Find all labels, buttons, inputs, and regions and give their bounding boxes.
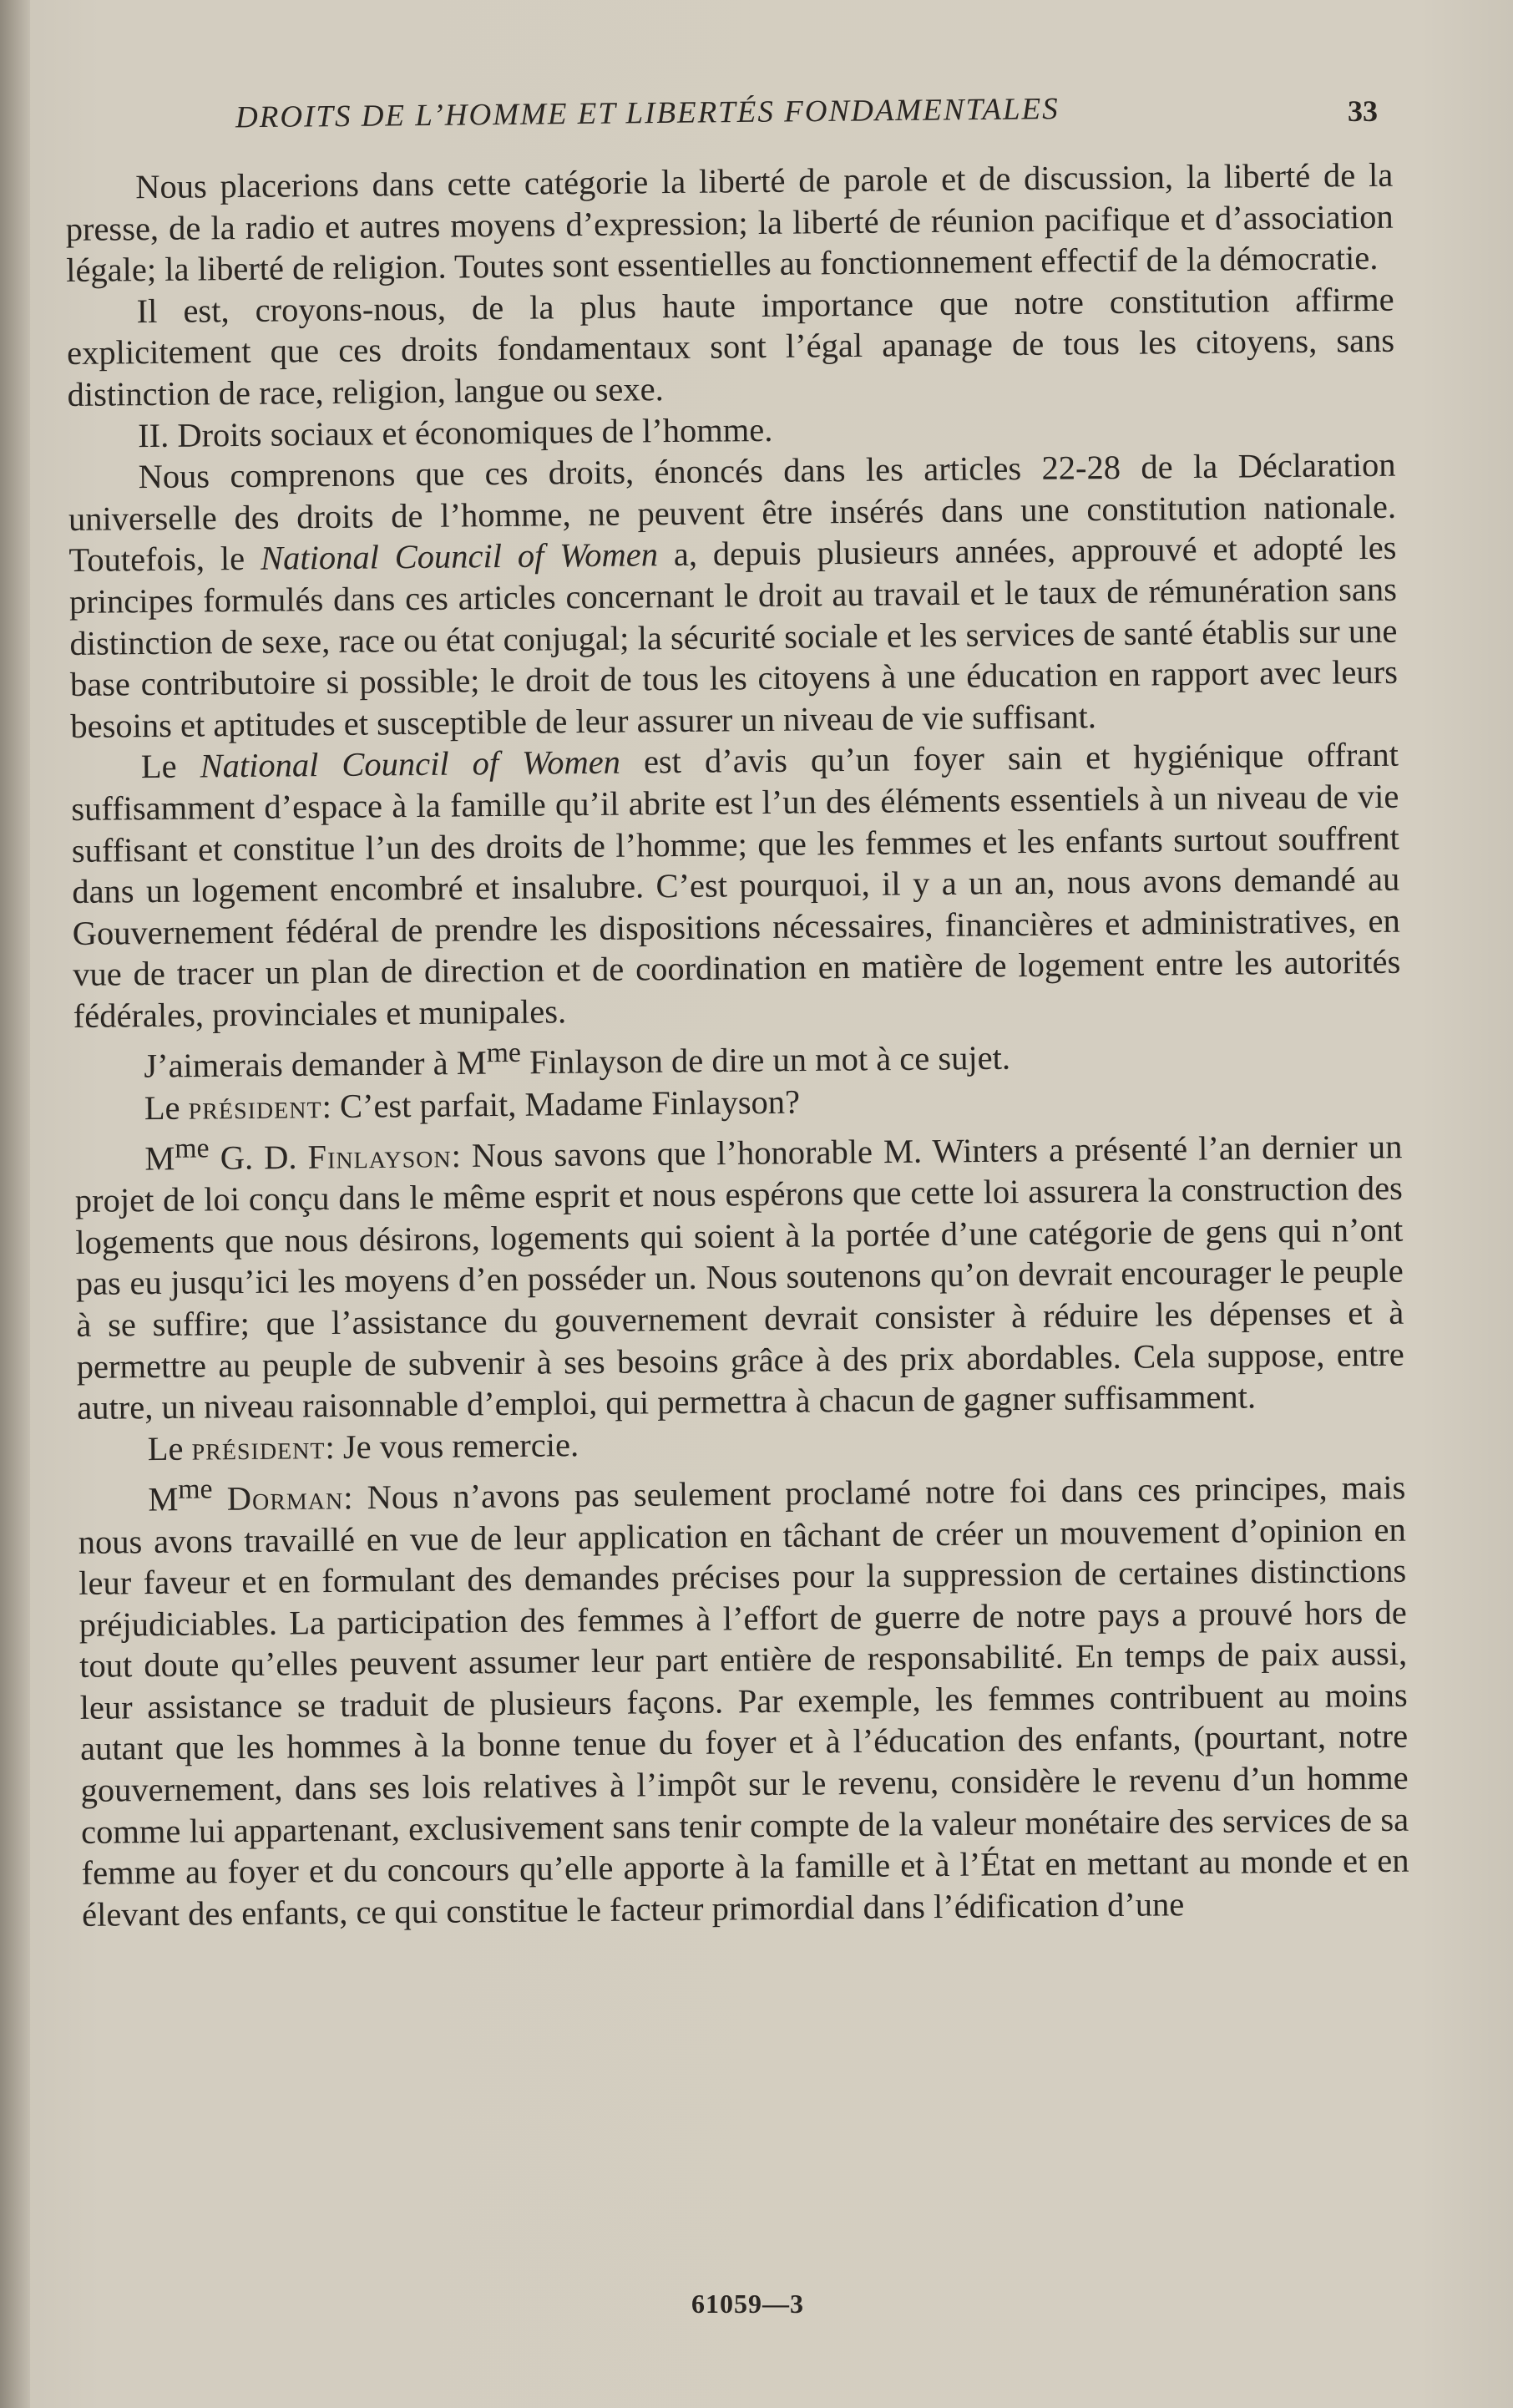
page-number: 33 bbox=[1348, 94, 1378, 128]
paragraph-dorman: $M^{me}$ Dorman: Nous n’avons pas seulement proclamé notre foi dans ces principes, mais nous avons travaillé en vue de leur application en tâchant de créer un mouvement d’opinion en leur faveur et en formulant des demandes précises pour la suppression de certaines distinctions préjudiciables. La participation des femmes à l’effort de guerre de notre pays a prouvé hors de tout doute qu’elles peuvent assumer leur part entière de responsabilité. En temps de paix aussi, leur assistance se traduit de plusieurs façons. Par exemple, les femmes contribuent au moins autant que les hommes à la bonne tenue du foyer et à l’éducation des enfants, (pourtant, notre gouvernement, dans ses lois relatives à l’impôt sur le revenu, considère le revenu d’un homme comme lui appartenant, exclusivement sans tenir compte de la valeur monétaire des services de sa femme au foyer et du concours qu’elle apporte à la famille et à l’État en mettant au monde et en élevant des enfants, ce qui constitue le facteur primordial dans l’édification d’une bbox=[78, 1468, 1409, 1934]
signature-code: 61059—3 bbox=[691, 2289, 804, 2319]
book-binding-edge bbox=[0, 0, 30, 2408]
paragraph-finlayson: $M^{me}$ G. D. Finlayson: Nous savons que l’honorable M. Winters a présenté l’an dernier un projet de loi conçu dans le même esprit et nous espérons que cette loi assurera la construction des logements que nous désirons, logements qui soient à la portée d’une catégorie de gens qui n’ont pas eu jusqu’ici les moyens d’en posséder un. Nous soutenons qu’on devrait encourager le peuple à se suffire; que l’assistance du gouvernement devrait consister à réduire les dépenses et à permettre au peuple de subvenir à ses besoins grâce à des prix abordables. Cela suppose, entre autre, un niveau raisonnable d’emploi, qui permettra à chacun de gagner suffisamment. bbox=[74, 1128, 1404, 1427]
body-text bbox=[65, 155, 1409, 1936]
paragraph-president-1: Le président: C’est parfait, Madame Finlayson? bbox=[144, 1082, 801, 1127]
paragraph-president-2: Le président: Je vous remercie. bbox=[147, 1425, 579, 1468]
section-heading-social-rights: II. Droits sociaux et économiques de l’homme. bbox=[137, 410, 773, 454]
paragraph-housing: Le National Council of Women est d’avis qu’un foyer sain et hygiénique offrant suffisamment d’espace à la famille qu’il abrite est l’un des éléments essentiels à un niveau de vie suffisant et constitue l’un des droits de l’homme; que les femmes et les enfants surtout souffrent dans un logement encombré et insalubre. C’est pourquoi, il y a un an, nous avons demandé au Gouvernement fédéral de prendre les dispositions nécessaires, financières et administratives, en vue de tracer un plan de direction et de coordination en matière de logement entre les autorités fédérales, provinciales et munipales. bbox=[71, 736, 1401, 1035]
paragraph-declaration-articles: Nous comprenons que ces droits, énoncés dans les articles 22-28 de la Déclaration universelle des droits de l’homme, ne peuvent être insérés dans une constitution nationale. Toutefois, le National Council of Women a, depuis plusieurs années, approuvé et adopté les principes formulés dans ces articles concernant le droit au travail et le taux de rémunération sans distinction de sexe, race ou état conjugal; la sécurité sociale et les services de santé établis sur une base contributoire si possible; le droit de tous les citoyens à une éducation en rapport avec leurs besoins et aptitudes et susceptible de leur assurer un niveau de vie suffisant. bbox=[68, 445, 1399, 745]
paragraph-equal-rights: Il est, croyons-nous, de la plus haute importance que notre constitution affirme explicitement que ces droits fondamentaux sont l’égal apanage de tous les citoyens, sans distinction de race, religion, langue ou sexe. bbox=[66, 280, 1395, 413]
running-head: DROITS DE L’HOMME ET LIBERTÉS FONDAMENTALES bbox=[235, 91, 1060, 135]
paragraph-request-finlayson: J’aimerais demander à $M^{me}$ Finlayson de dire un mot à ce sujet. bbox=[144, 1037, 1011, 1086]
paragraph-civil-liberties: Nous placerions dans cette catégorie la liberté de parole et de discussion, la liberté de la presse, de la radio et autres moyens d’expression; la liberté de réunion pacifique et d’association légale; la liberté de religion. Toutes sont essentielles au fonctionnement effectif de la démocratie. bbox=[65, 155, 1394, 290]
